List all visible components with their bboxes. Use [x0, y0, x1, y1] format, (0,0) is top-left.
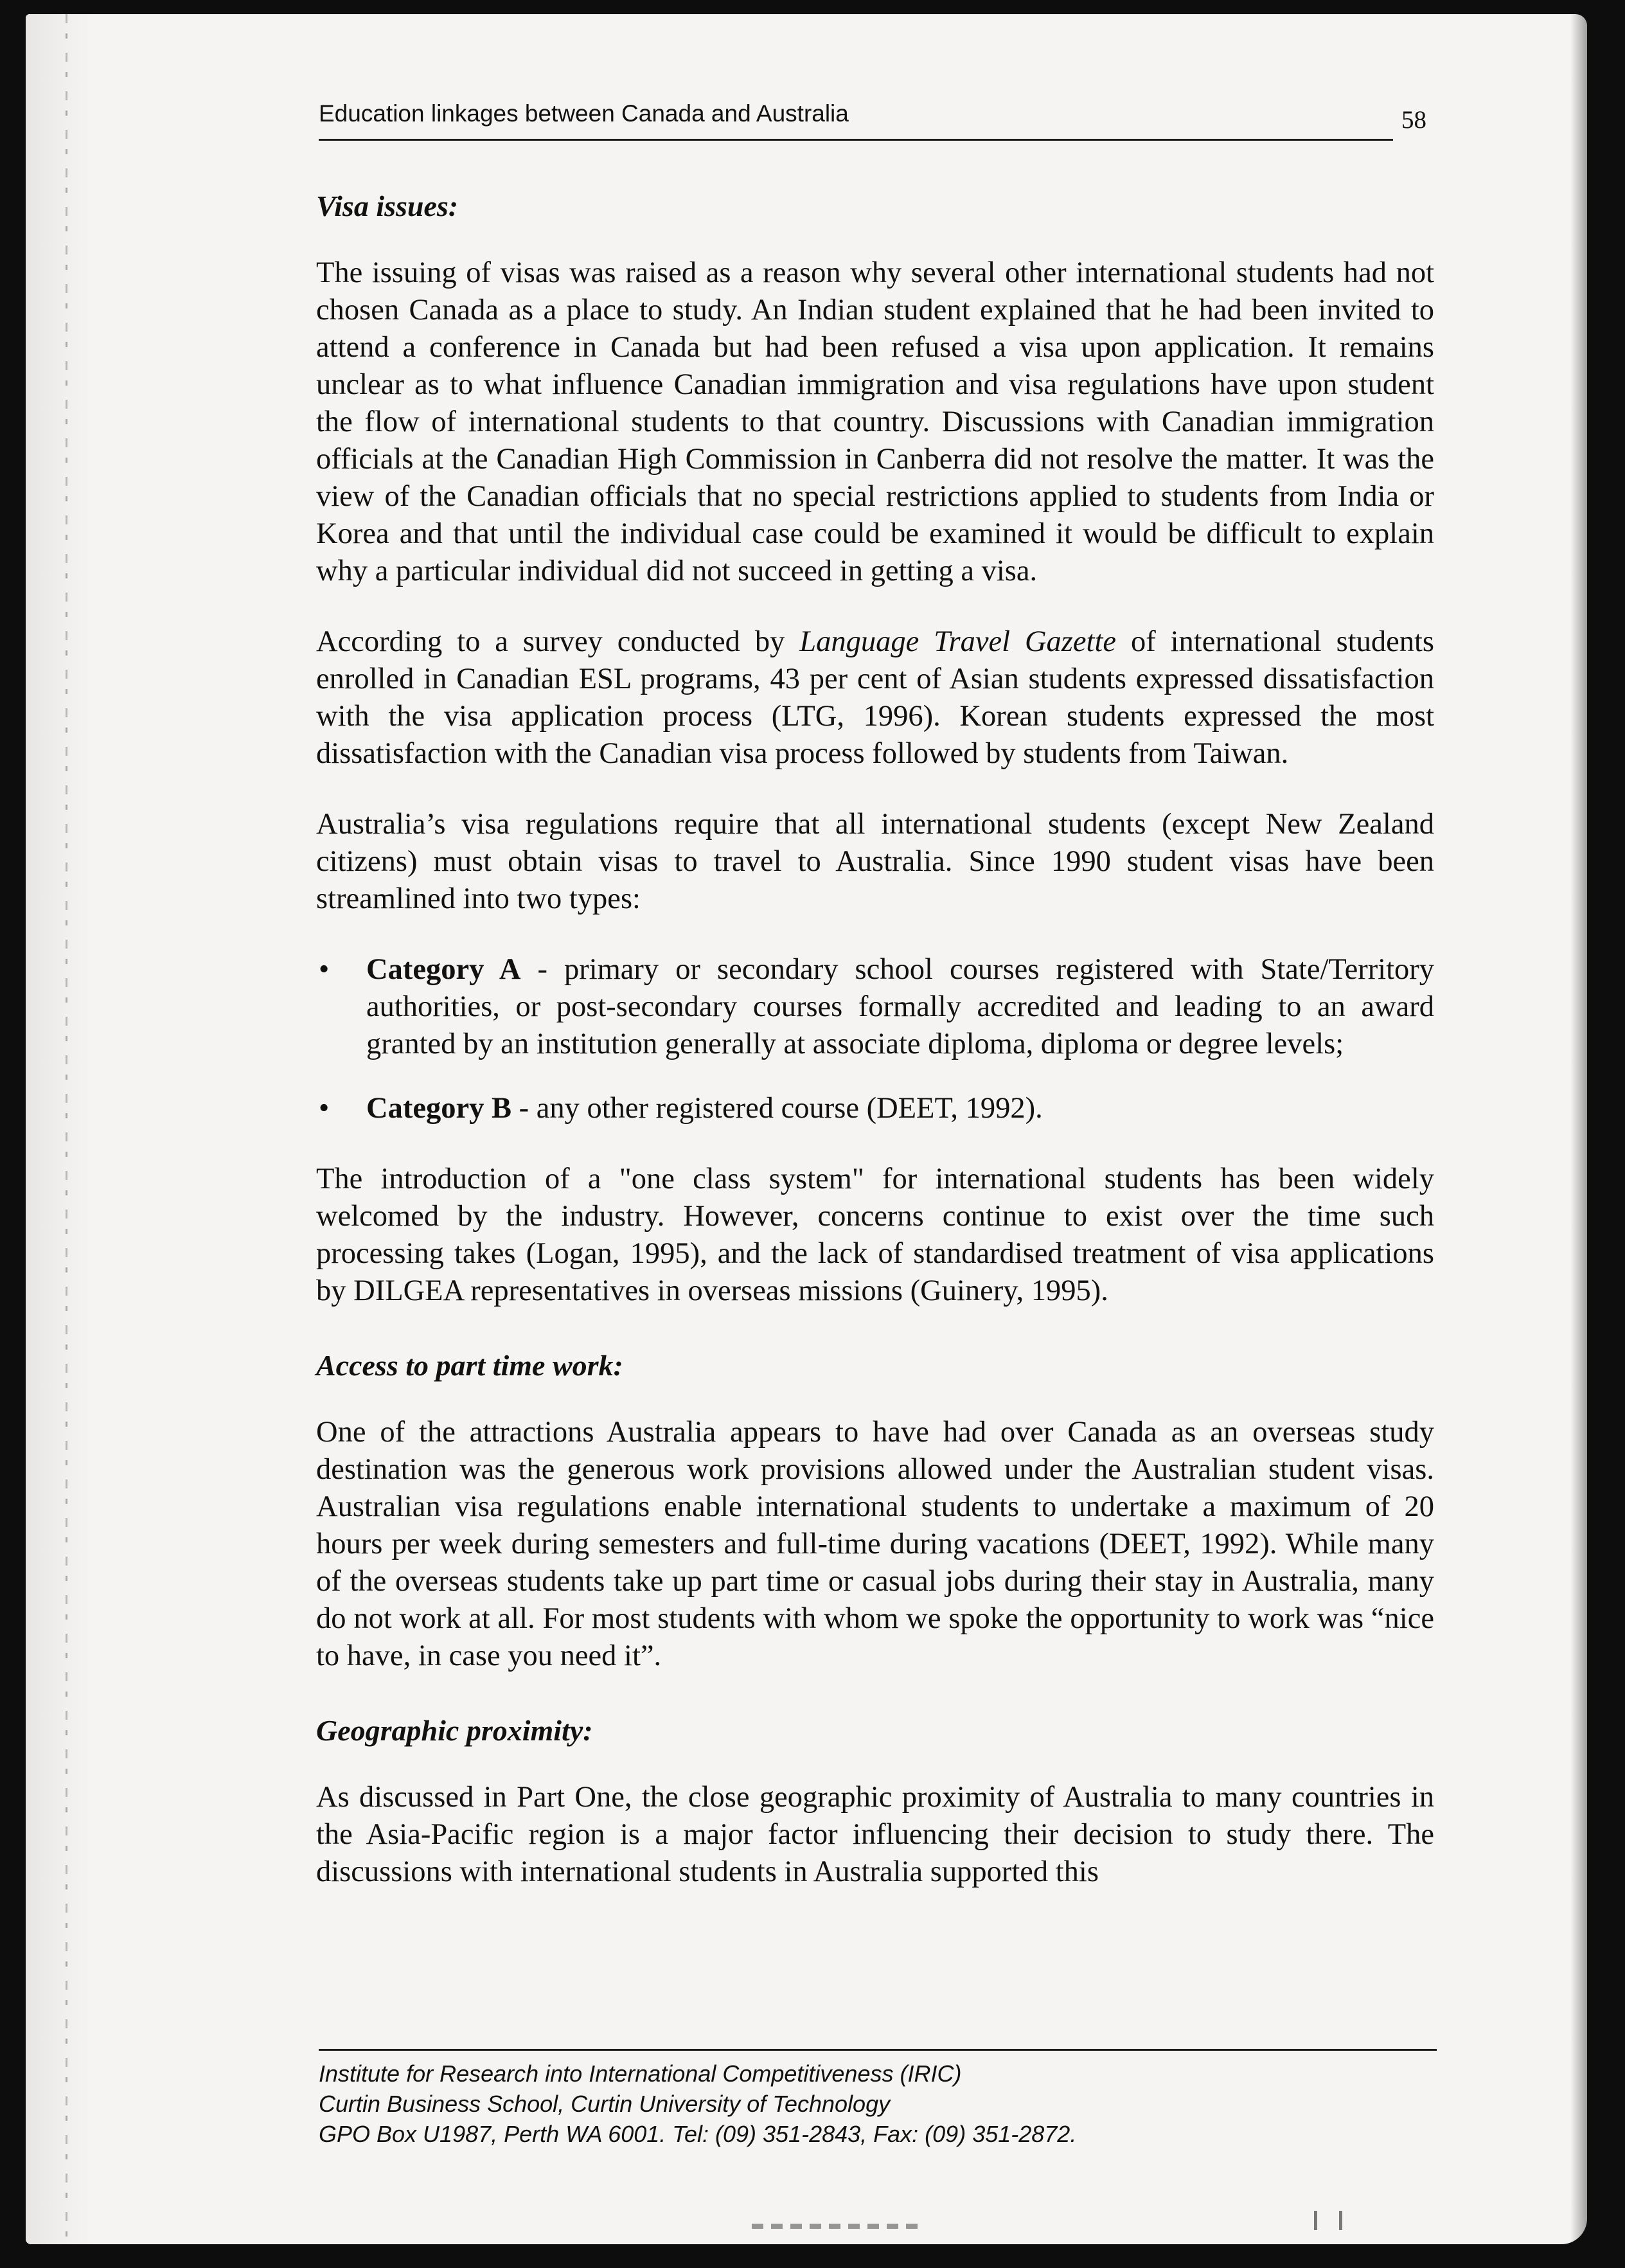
page-body: [316, 188, 1434, 1924]
bullet-marker: •: [319, 953, 330, 986]
list-item: [316, 951, 1434, 1063]
scan-artifact-dashes: [752, 2224, 925, 2229]
category-description: - primary or secondary school courses registered with State/Territory authorities, or post-secondary courses formally accredited and leading to an award granted by an institution generally at associate diploma, diploma or degree levels;: [366, 953, 1435, 1060]
footer-address: GPO Box U1987, Perth WA 6001. Tel: (09) 351-2843, Fax: (09) 351-2872.: [319, 2121, 1077, 2147]
category-label: Category A: [366, 953, 521, 986]
paragraph-visa-4: The introduction of a "one class system" for international students has been widely welcomed by the industry. However, concerns continue to exist over the time such processing takes (Logan, 1995), and the lack of standardised treatment of visa applications by DILGEA representatives in overseas missions (Guinery, 1995).: [316, 1163, 1434, 1307]
section-heading-geo: Geographic proximity:: [316, 1714, 593, 1747]
category-label: Category B: [366, 1092, 511, 1125]
visa-category-list: [316, 951, 1434, 1127]
section-heading-work: Access to part time work:: [316, 1349, 623, 1382]
page-header: [319, 96, 1426, 143]
page-binding-edge: [26, 14, 96, 2244]
list-item: [316, 1090, 1434, 1127]
paragraph-visa-3: Australia’s visa regulations require that all international students (except New Zealand citizens) must obtain visas to travel to Australia. Since 1990 student visas have been streamlined into two types:: [316, 808, 1434, 915]
footer-school: Curtin Business School, Curtin University of Technology: [319, 2091, 891, 2117]
publication-title: Language Travel Gazette: [799, 625, 1117, 658]
paragraph-visa-2-start: According to a survey conducted by: [316, 625, 800, 658]
paragraph-visa-1: The issuing of visas was raised as a reason why several other international students had not chosen Canada as a place to study. An Indian student explained that he had been invited to attend a conference in Canada but had been refused a visa upon application. It remains unclear as to what influence Canadian immigration and visa regulations have upon student the flow of international students to that country. Discussions with Canadian immigration officials at the Canadian High Commission in Canberra did not resolve the matter. It was the view of the Canadian officials that no special restrictions applied to students from India or Korea and that until the individual case could be examined it would be difficult to explain why a particular individual did not succeed in getting a visa.: [316, 256, 1434, 587]
page-number: 58: [1401, 106, 1426, 134]
scan-artifact-mark: [1314, 2211, 1342, 2230]
bullet-marker: •: [319, 1092, 330, 1125]
page-footer: [319, 2049, 1437, 2149]
footer-rule: [319, 2049, 1437, 2051]
paragraph-work-1: One of the attractions Australia appears to have had over Canada as an overseas study destination was the generous work provisions allowed under the Australian student visas. Australian visa regulations enable international students to undertake a maximum of 20 hours per week during semesters and full-time during vacations (DEET, 1992). While many of the overseas students take up part time or casual jobs during their stay in Australia, many do not work at all. For most students with whom we spoke the opportunity to work was “nice to have, in case you need it”.: [316, 1416, 1434, 1672]
running-title: Education linkages between Canada and Australia: [319, 100, 849, 127]
paragraph-visa-2-end: of international students enrolled in Canadian ESL programs, 43 per cent of Asian students expressed dissatisfaction with the visa application process (LTG, 1996). Korean students expressed the most dissatisfaction with the Canadian visa process followed by students from Taiwan.: [316, 625, 1434, 770]
paragraph-visa-2: [316, 623, 1434, 772]
paragraph-geo-1: As discussed in Part One, the close geographic proximity of Australia to many countries in the Asia-Pacific region is a major factor influencing their decision to study there. The discussions with international students in Australia supported this: [316, 1781, 1434, 1888]
section-heading-visa: Visa issues:: [316, 190, 459, 222]
category-description: - any other registered course (DEET, 1992).: [511, 1092, 1043, 1125]
page-edge-shadow: [1570, 14, 1587, 2244]
footer-institute: Institute for Research into International Competitiveness (IRIC): [319, 2060, 962, 2087]
header-rule: [319, 139, 1393, 141]
